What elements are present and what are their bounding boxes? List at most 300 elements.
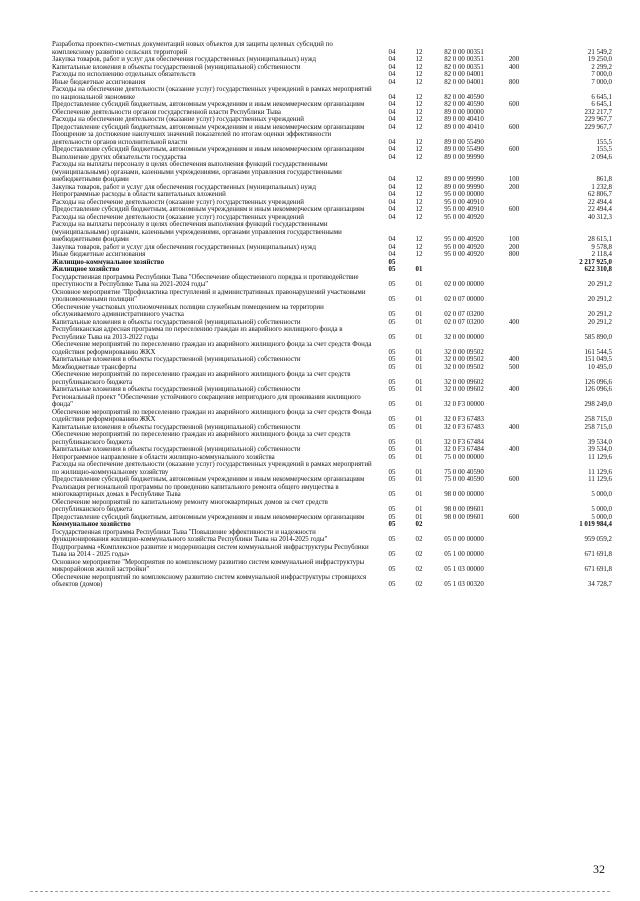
row-target-article: 32 0 00 00000 bbox=[444, 333, 484, 341]
row-target-article: 98 0 00 09601 bbox=[444, 513, 484, 521]
row-amount: 9 578,8 bbox=[591, 243, 612, 251]
table-row bbox=[52, 56, 612, 64]
row-name: Государственная программа Республики Тыва "Повышение эффективности и надежности функционирования жилищно-коммунального хозяйства Республики Тыва на 2014-2025 годы" bbox=[52, 528, 328, 543]
row-target-article: 89 0 00 99990 bbox=[444, 153, 484, 161]
table-row bbox=[52, 326, 612, 341]
row-subsection: 12 bbox=[415, 116, 423, 123]
row-name: Непрограммные расходы в области капитальных вложений bbox=[52, 191, 226, 198]
row-amount: 861,8 bbox=[596, 176, 612, 183]
row-section: 04 bbox=[388, 183, 396, 191]
row-name: Капитальные вложения в объекты государственной (муниципальной) собственности bbox=[52, 63, 301, 71]
row-section: 04 bbox=[388, 116, 396, 123]
row-target-article: 89 0 00 99990 bbox=[444, 183, 484, 191]
row-target-article: 82 0 00 40590 bbox=[444, 93, 484, 101]
row-target-article: 82 0 00 04001 bbox=[444, 78, 484, 86]
row-section: 04 bbox=[388, 213, 396, 221]
table-row bbox=[52, 244, 612, 252]
row-expense-type: 600 bbox=[508, 123, 520, 131]
row-name: Жилищное хозяйство bbox=[52, 266, 120, 273]
row-section: 05 bbox=[388, 506, 396, 513]
row-amount: 126 096,6 bbox=[584, 378, 612, 386]
row-section: 04 bbox=[388, 206, 396, 213]
row-amount: 20 291,2 bbox=[587, 318, 612, 326]
row-expense-type: 600 bbox=[508, 476, 520, 483]
row-section: 05 bbox=[388, 281, 396, 288]
row-name: Обеспечение мероприятий по переселению граждан из аварийного жилищного фонда за счет средств Фонда содействия реформированию ЖКХ bbox=[52, 408, 372, 423]
row-subsection: 01 bbox=[415, 446, 423, 453]
table-row bbox=[52, 251, 612, 259]
row-name: Капитальные вложения в объекты государственной (муниципальной) собственности bbox=[52, 356, 301, 363]
row-subsection: 12 bbox=[415, 138, 423, 146]
row-target-article: 32 0 00 09502 bbox=[444, 348, 484, 356]
row-subsection: 01 bbox=[415, 476, 423, 483]
row-name: Обеспечение мероприятий по комплексному развитию систем коммунальной инфраструктуры строящихся объектов (домов) bbox=[52, 573, 367, 588]
budget-table bbox=[52, 41, 612, 589]
row-amount: 1 232,8 bbox=[591, 183, 612, 191]
row-amount: 2 118,4 bbox=[591, 251, 612, 258]
row-section: 05 bbox=[388, 386, 396, 393]
table-row bbox=[52, 41, 612, 56]
row-name: Капитальные вложения в объекты государственной (муниципальной) собственности bbox=[52, 446, 301, 453]
row-target-article: 05 0 00 00000 bbox=[444, 536, 484, 543]
row-amount: 10 495,0 bbox=[587, 363, 612, 371]
table-row bbox=[52, 199, 612, 207]
row-amount: 62 806,7 bbox=[587, 191, 612, 198]
row-amount: 126 096,6 bbox=[584, 386, 612, 393]
table-row bbox=[52, 454, 612, 462]
scan-edge-line bbox=[30, 891, 610, 892]
row-expense-type: 400 bbox=[508, 446, 520, 453]
row-target-article: 82 0 00 40590 bbox=[444, 101, 484, 108]
row-name: Расходы на обеспечение деятельности (оказание услуг) государственных учреждений bbox=[52, 116, 304, 123]
row-section: 05 bbox=[388, 363, 396, 371]
row-subsection: 01 bbox=[415, 423, 423, 431]
row-subsection: 01 bbox=[415, 416, 423, 423]
row-amount: 22 494,4 bbox=[587, 198, 612, 206]
row-section: 05 bbox=[388, 416, 396, 423]
row-section: 04 bbox=[388, 146, 396, 153]
row-subsection: 02 bbox=[415, 581, 423, 588]
row-target-article: 02 0 07 00000 bbox=[444, 296, 484, 303]
row-name: Расходы на выплаты персоналу в целях обеспечения выполнения функций государственными (муниципальными) органами, казенными учреждениями, органами управления государственными внебюджетными фондами bbox=[52, 221, 342, 243]
row-subsection: 12 bbox=[415, 93, 423, 101]
row-section: 05 bbox=[388, 311, 396, 318]
row-section: 05 bbox=[388, 581, 396, 588]
row-amount: 20 291,2 bbox=[587, 281, 612, 288]
row-name: Предоставление субсидий бюджетным, автономным учреждениям и иным некоммерческим организациям bbox=[52, 123, 365, 131]
row-name: Межбюджетные трансферты bbox=[52, 363, 137, 371]
row-amount: 229 967,7 bbox=[584, 123, 612, 131]
table-row bbox=[52, 409, 612, 424]
table-row bbox=[52, 146, 612, 154]
row-name: Расходы на выплаты персоналу в целях обеспечения выполнения функций государственными (муниципальными) органами, казенными учреждениями, органами управления государственными внебюджетными фондами bbox=[52, 161, 342, 183]
table-row bbox=[52, 371, 612, 386]
row-amount: 5 000,0 bbox=[591, 491, 612, 498]
table-row bbox=[52, 161, 612, 184]
row-name: Расходы по исполнению отдельных обязательств bbox=[52, 71, 196, 78]
row-target-article: 75 0 00 40590 bbox=[444, 468, 484, 476]
row-subsection: 01 bbox=[415, 453, 423, 461]
row-amount: 671 691,8 bbox=[584, 566, 612, 573]
page-number: 32 bbox=[593, 862, 605, 876]
row-section: 05 bbox=[388, 521, 396, 528]
row-name: Основное мероприятие "Мероприятия по комплексному развитию систем коммунальной инфраструктуры микрорайонов жилой застройки" bbox=[52, 558, 365, 573]
row-amount: 1 019 984,4 bbox=[579, 521, 612, 528]
table-row bbox=[52, 116, 612, 124]
row-section: 05 bbox=[388, 453, 396, 461]
row-subsection: 12 bbox=[415, 63, 423, 71]
table-row bbox=[52, 191, 612, 199]
row-expense-type: 100 bbox=[508, 176, 520, 183]
row-expense-type: 600 bbox=[508, 101, 520, 108]
row-name: Региональный проект "Обеспечение устойчивого сокращения непригодного для проживания жилищного фонда" bbox=[52, 393, 361, 408]
row-subsection: 12 bbox=[415, 176, 423, 183]
row-name: Реализация региональной программы по проведению капитального ремонта общего имущества в многоквартирных домах в Республике Тыва bbox=[52, 483, 339, 498]
row-subsection: 12 bbox=[415, 48, 423, 56]
row-name: Подпрограмма «Комплексное развитие и модернизация систем коммунальной инфраструктуры Республики Тыва на 2014 - 2025 годы» bbox=[52, 543, 369, 558]
table-row bbox=[52, 154, 612, 162]
row-subsection: 01 bbox=[415, 378, 423, 386]
row-name: Капитальные вложения в объекты государственной (муниципальной) собственности bbox=[52, 386, 301, 393]
row-section: 05 bbox=[388, 438, 396, 446]
row-subsection: 12 bbox=[415, 108, 423, 116]
table-row bbox=[52, 386, 612, 394]
table-row bbox=[52, 304, 612, 319]
row-subsection: 01 bbox=[415, 333, 423, 341]
row-subsection: 12 bbox=[415, 146, 423, 153]
row-expense-type: 600 bbox=[508, 206, 520, 213]
row-section: 04 bbox=[388, 93, 396, 101]
table-row bbox=[52, 461, 612, 476]
row-section: 05 bbox=[388, 566, 396, 573]
row-subsection: 12 bbox=[415, 123, 423, 131]
table-row bbox=[52, 86, 612, 101]
row-section: 05 bbox=[388, 551, 396, 558]
row-subsection: 02 bbox=[415, 566, 423, 573]
row-target-article: 95 0 00 40920 bbox=[444, 243, 484, 251]
row-target-article: 75 0 00 00000 bbox=[444, 453, 484, 461]
row-section: 04 bbox=[388, 71, 396, 78]
row-target-article: 32 0 F3 67483 bbox=[443, 416, 484, 423]
row-amount: 155,5 bbox=[596, 146, 612, 153]
row-subsection: 02 bbox=[415, 536, 423, 543]
row-target-article: 89 0 00 55490 bbox=[444, 146, 484, 153]
row-target-article: 02 0 07 03200 bbox=[444, 318, 484, 326]
row-amount: 229 967,7 bbox=[584, 116, 612, 123]
row-target-article: 32 0 F3 00000 bbox=[443, 401, 484, 408]
row-section: 04 bbox=[388, 108, 396, 116]
row-section: 04 bbox=[388, 243, 396, 251]
table-row bbox=[52, 484, 612, 499]
row-subsection: 12 bbox=[415, 101, 423, 108]
row-target-article: 82 0 00 00351 bbox=[444, 63, 484, 71]
row-section: 05 bbox=[388, 356, 396, 363]
row-amount: 959 059,2 bbox=[584, 536, 612, 543]
row-name: Закупка товаров, работ и услуг для обеспечения государственных (муниципальных) нужд bbox=[52, 56, 316, 63]
row-section: 04 bbox=[388, 251, 396, 258]
table-row bbox=[52, 131, 612, 146]
row-amount: 22 494,4 bbox=[587, 206, 612, 213]
row-name: Предоставление субсидий бюджетным, автономным учреждениям и иным некоммерческим организациям bbox=[52, 513, 365, 521]
row-amount: 258 715,0 bbox=[584, 423, 612, 431]
row-subsection: 02 bbox=[415, 521, 423, 528]
row-name: Жилищно-коммунальное хозяйство bbox=[52, 258, 165, 266]
row-amount: 19 250,0 bbox=[587, 56, 612, 63]
row-amount: 5 000,0 bbox=[591, 513, 612, 521]
row-subsection: 12 bbox=[415, 206, 423, 213]
row-name: Расходы на обеспечение деятельности (оказание услуг) государственных учреждений bbox=[52, 198, 304, 206]
table-row bbox=[52, 394, 612, 409]
row-name: Непрограммное направление в области жилищно-коммунального хозяйства bbox=[52, 453, 275, 461]
table-row bbox=[52, 476, 612, 484]
row-amount: 622 310,8 bbox=[584, 266, 612, 273]
row-amount: 585 890,0 bbox=[584, 333, 612, 341]
row-amount: 11 129,6 bbox=[588, 468, 612, 476]
table-row bbox=[52, 109, 612, 117]
row-amount: 11 129,6 bbox=[588, 476, 612, 483]
row-name: Предоставление субсидий бюджетным, автономным учреждениям и иным некоммерческим организациям bbox=[52, 101, 365, 108]
row-target-article: 98 0 00 00000 bbox=[444, 491, 484, 498]
row-name: Предоставление субсидий бюджетным, автономным учреждениям и иным некоммерческим организациям bbox=[52, 146, 365, 153]
row-subsection: 01 bbox=[415, 491, 423, 498]
table-row bbox=[52, 574, 612, 589]
row-section: 05 bbox=[388, 491, 396, 498]
row-subsection: 12 bbox=[415, 153, 423, 161]
row-subsection: 01 bbox=[415, 311, 423, 318]
table-row bbox=[52, 341, 612, 356]
row-name: Иные бюджетные ассигнования bbox=[52, 78, 146, 86]
row-section: 04 bbox=[388, 176, 396, 183]
table-row bbox=[52, 356, 612, 364]
row-amount: 2 217 925,0 bbox=[579, 258, 612, 266]
row-target-article: 89 0 00 55490 bbox=[444, 138, 484, 146]
table-row bbox=[52, 446, 612, 454]
row-subsection: 02 bbox=[415, 551, 423, 558]
row-section: 04 bbox=[388, 191, 396, 198]
row-expense-type: 400 bbox=[508, 63, 520, 71]
table-row bbox=[52, 221, 612, 244]
row-expense-type: 500 bbox=[508, 363, 520, 371]
table-row bbox=[52, 206, 612, 214]
row-section: 04 bbox=[388, 48, 396, 56]
table-row bbox=[52, 424, 612, 432]
row-section: 05 bbox=[388, 536, 396, 543]
row-expense-type: 400 bbox=[508, 423, 520, 431]
row-amount: 11 129,6 bbox=[588, 453, 612, 461]
row-section: 05 bbox=[388, 258, 396, 266]
row-expense-type: 400 bbox=[508, 356, 520, 363]
row-name: Разработка проектно-сметных документаций новых объектов для защиты целевых субсидий по комплексному развитию сельских территорий bbox=[52, 41, 333, 56]
row-section: 04 bbox=[388, 123, 396, 131]
row-expense-type: 800 bbox=[508, 78, 520, 86]
row-amount: 2 299,2 bbox=[591, 63, 612, 71]
row-amount: 40 312,3 bbox=[587, 213, 612, 221]
row-amount: 21 549,2 bbox=[587, 48, 612, 56]
row-amount: 155,5 bbox=[596, 138, 612, 146]
row-amount: 161 544,5 bbox=[584, 348, 612, 356]
row-name: Обеспечение мероприятий по переселению граждан из аварийного жилищного фонда за счет средств Фонда содействия реформированию ЖКХ bbox=[52, 341, 372, 356]
row-section: 04 bbox=[388, 236, 396, 243]
row-subsection: 01 bbox=[415, 318, 423, 326]
row-name: Основное мероприятие "Профилактика преступлений и административных правонарушений участковыми уполномоченными полиции" bbox=[52, 288, 366, 303]
row-subsection: 01 bbox=[415, 401, 423, 408]
row-target-article: 05 1 03 00000 bbox=[444, 566, 484, 573]
row-section: 05 bbox=[388, 266, 396, 273]
row-section: 04 bbox=[388, 63, 396, 71]
row-section: 05 bbox=[388, 513, 396, 521]
row-name: Обеспечение мероприятий по переселению граждан из аварийного жилищного фонда за счет средств республиканского бюджета bbox=[52, 371, 351, 386]
table-row bbox=[52, 64, 612, 72]
table-row bbox=[52, 289, 612, 304]
table-row bbox=[52, 274, 612, 289]
row-subsection: 12 bbox=[415, 71, 423, 78]
row-target-article: 95 0 00 00000 bbox=[444, 191, 484, 198]
table-row bbox=[52, 266, 612, 274]
table-row bbox=[52, 214, 612, 222]
row-section: 04 bbox=[388, 101, 396, 108]
row-section: 04 bbox=[388, 198, 396, 206]
row-subsection: 01 bbox=[415, 386, 423, 393]
row-amount: 28 615,1 bbox=[587, 236, 612, 243]
row-name: Поощрение за достижение наилучших значений показателей по итогам оценки эффективности деятельности органов исполнительной власти bbox=[52, 131, 332, 146]
row-target-article: 89 0 00 99990 bbox=[444, 176, 484, 183]
row-name: Предоставление субсидий бюджетным, автономным учреждениям и иным некоммерческим организациям bbox=[52, 206, 365, 213]
row-section: 04 bbox=[388, 56, 396, 63]
table-row bbox=[52, 259, 612, 267]
row-target-article: 95 0 00 40920 bbox=[444, 251, 484, 258]
row-expense-type: 200 bbox=[508, 56, 520, 63]
row-amount: 671 691,8 bbox=[584, 551, 612, 558]
row-expense-type: 200 bbox=[508, 243, 520, 251]
table-row bbox=[52, 529, 612, 544]
row-target-article: 82 0 00 04001 bbox=[444, 71, 484, 78]
row-target-article: 75 0 00 40590 bbox=[444, 476, 484, 483]
row-section: 05 bbox=[388, 296, 396, 303]
table-row bbox=[52, 559, 612, 574]
row-name: Республиканская адресная программа по переселению граждан из аварийного жилищного фонда в Республике Тыва на 2013-2022 годы bbox=[52, 326, 343, 341]
row-expense-type: 100 bbox=[508, 236, 520, 243]
row-amount: 20 291,2 bbox=[587, 296, 612, 303]
row-section: 05 bbox=[388, 378, 396, 386]
row-target-article: 32 0 00 09502 bbox=[444, 363, 484, 371]
table-row bbox=[52, 101, 612, 109]
row-name: Капитальные вложения в объекты государственной (муниципальной) собственности bbox=[52, 423, 301, 431]
row-subsection: 12 bbox=[415, 243, 423, 251]
row-amount: 6 645,1 bbox=[591, 101, 612, 108]
row-subsection: 01 bbox=[415, 506, 423, 513]
row-subsection: 01 bbox=[415, 348, 423, 356]
table-row bbox=[52, 499, 612, 514]
row-target-article: 89 0 00 40410 bbox=[444, 123, 484, 131]
row-target-article: 32 0 F3 67484 bbox=[443, 446, 484, 453]
row-amount: 258 715,0 bbox=[584, 416, 612, 423]
row-section: 04 bbox=[388, 138, 396, 146]
row-amount: 2 094,6 bbox=[591, 153, 612, 161]
row-name: Капитальные вложения в объекты государственной (муниципальной) собственности bbox=[52, 318, 301, 326]
row-subsection: 01 bbox=[415, 356, 423, 363]
row-target-article: 82 0 00 00351 bbox=[444, 48, 484, 56]
row-target-article: 02 0 00 00000 bbox=[444, 281, 484, 288]
table-row bbox=[52, 79, 612, 87]
table-row bbox=[52, 521, 612, 529]
row-subsection: 12 bbox=[415, 56, 423, 63]
row-subsection: 01 bbox=[415, 296, 423, 303]
row-section: 05 bbox=[388, 476, 396, 483]
row-section: 05 bbox=[388, 423, 396, 431]
row-name: Государственная программа Республики Тыва "Обеспечение общественного порядка и противодействие преступности в Республике Тыва на 2021-2024 годы" bbox=[52, 273, 359, 288]
row-name: Закупка товаров, работ и услуг для обеспечения государственных (муниципальных) нужд bbox=[52, 243, 316, 251]
row-name: Обеспечение мероприятий по переселению граждан из аварийного жилищного фонда за счет средств республиканского бюджета bbox=[52, 431, 351, 446]
row-amount: 7 000,0 bbox=[591, 71, 612, 78]
row-section: 05 bbox=[388, 318, 396, 326]
row-section: 05 bbox=[388, 446, 396, 453]
table-row bbox=[52, 71, 612, 79]
row-amount: 298 249,0 bbox=[584, 401, 612, 408]
row-target-article: 95 0 00 40910 bbox=[444, 198, 484, 206]
table-row bbox=[52, 544, 612, 559]
row-section: 05 bbox=[388, 401, 396, 408]
row-name: Расходы на обеспечение деятельности (оказание услуг) государственных учреждений в рамках мероприятий по жилищно-коммунальному хозяйству bbox=[52, 461, 372, 476]
row-subsection: 01 bbox=[415, 438, 423, 446]
row-subsection: 01 bbox=[415, 266, 423, 273]
row-target-article: 05 1 00 00000 bbox=[444, 551, 484, 558]
row-subsection: 01 bbox=[415, 363, 423, 371]
row-target-article: 02 0 07 03200 bbox=[444, 311, 484, 318]
row-name: Предоставление субсидий бюджетным, автономным учреждениям и иным некоммерческим организациям bbox=[52, 476, 365, 483]
row-subsection: 12 bbox=[415, 78, 423, 86]
row-target-article: 95 0 00 40920 bbox=[444, 236, 484, 243]
row-name: Обеспечение участковых уполномоченных полиции служебным помещением на территории обслуживаемого административного участка bbox=[52, 303, 324, 318]
row-target-article: 32 0 00 09602 bbox=[444, 386, 484, 393]
row-target-article: 32 0 F3 67484 bbox=[443, 438, 484, 446]
row-name: Обеспечение деятельности органов государственной власти Республики Тыва bbox=[52, 108, 281, 116]
row-target-article: 32 0 00 09502 bbox=[444, 356, 484, 363]
row-amount: 7 000,0 bbox=[591, 78, 612, 86]
table-row bbox=[52, 431, 612, 446]
row-target-article: 98 0 00 09601 bbox=[444, 506, 484, 513]
row-subsection: 12 bbox=[415, 183, 423, 191]
row-target-article: 89 0 00 40410 bbox=[444, 116, 484, 123]
row-amount: 151 049,5 bbox=[584, 356, 612, 363]
row-expense-type: 800 bbox=[508, 251, 520, 258]
row-subsection: 01 bbox=[415, 513, 423, 521]
row-target-article: 95 0 00 40910 bbox=[444, 206, 484, 213]
row-amount: 39 534,0 bbox=[587, 438, 612, 446]
row-expense-type: 600 bbox=[508, 513, 520, 521]
row-subsection: 12 bbox=[415, 198, 423, 206]
row-target-article: 32 0 00 09602 bbox=[444, 378, 484, 386]
row-name: Закупка товаров, работ и услуг для обеспечения государственных (муниципальных) нужд bbox=[52, 183, 316, 191]
row-amount: 39 534,0 bbox=[587, 446, 612, 453]
row-name: Расходы на обеспечение деятельности (оказание услуг) государственных учреждений в рамках мероприятий по национальной экономике bbox=[52, 86, 372, 101]
row-target-article: 82 0 00 00351 bbox=[444, 56, 484, 63]
row-name: Выполнение других обязательств государства bbox=[52, 153, 187, 161]
row-name: Иные бюджетные ассигнования bbox=[52, 251, 146, 258]
row-subsection: 01 bbox=[415, 281, 423, 288]
row-section: 05 bbox=[388, 468, 396, 476]
row-target-article: 32 0 F3 67483 bbox=[443, 423, 484, 431]
row-amount: 5 000,0 bbox=[591, 506, 612, 513]
row-expense-type: 400 bbox=[508, 318, 520, 326]
row-section: 04 bbox=[388, 78, 396, 86]
row-expense-type: 600 bbox=[508, 146, 520, 153]
row-subsection: 12 bbox=[415, 213, 423, 221]
row-amount: 232 217,7 bbox=[584, 108, 612, 116]
row-expense-type: 200 bbox=[508, 183, 520, 191]
row-subsection: 12 bbox=[415, 251, 423, 258]
row-name: Коммунальное хозяйство bbox=[52, 521, 131, 528]
row-amount: 6 645,1 bbox=[591, 93, 612, 101]
